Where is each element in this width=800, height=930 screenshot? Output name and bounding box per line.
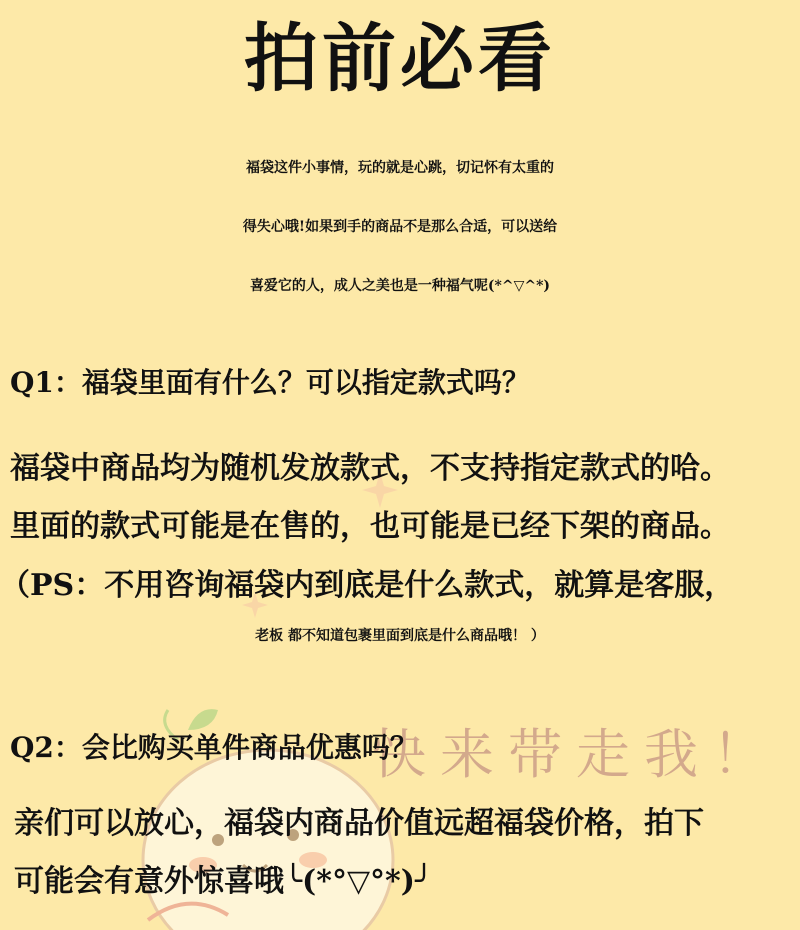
intro-line-3: 喜爱它的人，成人之美也是一种福气呢(*^▽^*)	[249, 278, 551, 294]
watermark-text: 快来带走我！	[372, 723, 780, 786]
intro-line-1: 福袋这件小事情，玩的就是心跳，切记怀有太重的	[246, 160, 554, 176]
faq-answer-1-line-3: （PS：不用咨询福袋内到底是什么款式，就算是客服，	[0, 568, 735, 603]
intro-line-2: 得失心哦!如果到手的商品不是那么合适，可以送给	[242, 219, 558, 235]
page-title: 拍前必看	[244, 16, 556, 102]
faq-question-1: Q1：福袋里面有什么？可以指定款式吗？	[10, 366, 530, 399]
faq-answer-2-line-1: 亲们可以放心，福袋内商品价值远超福袋价格，拍下	[14, 806, 704, 841]
faq-answer-1-line-2: 里面的款式可能是在售的，也可能是已经下架的商品。	[10, 509, 730, 544]
faq-answer-1-line-1: 福袋中商品均为随机发放款式，不支持指定款式的哈。	[10, 451, 730, 486]
faq-question-2: Q2：会比购买单件商品优惠吗？	[10, 731, 418, 764]
faq-answer-1-line-4: 老板 都不知道包裹里面到底是什么商品哦！ ）	[255, 628, 545, 644]
faq-answer-2-line-2: 可能会有意外惊喜哦╰(*°▽°*)╯	[14, 864, 433, 899]
